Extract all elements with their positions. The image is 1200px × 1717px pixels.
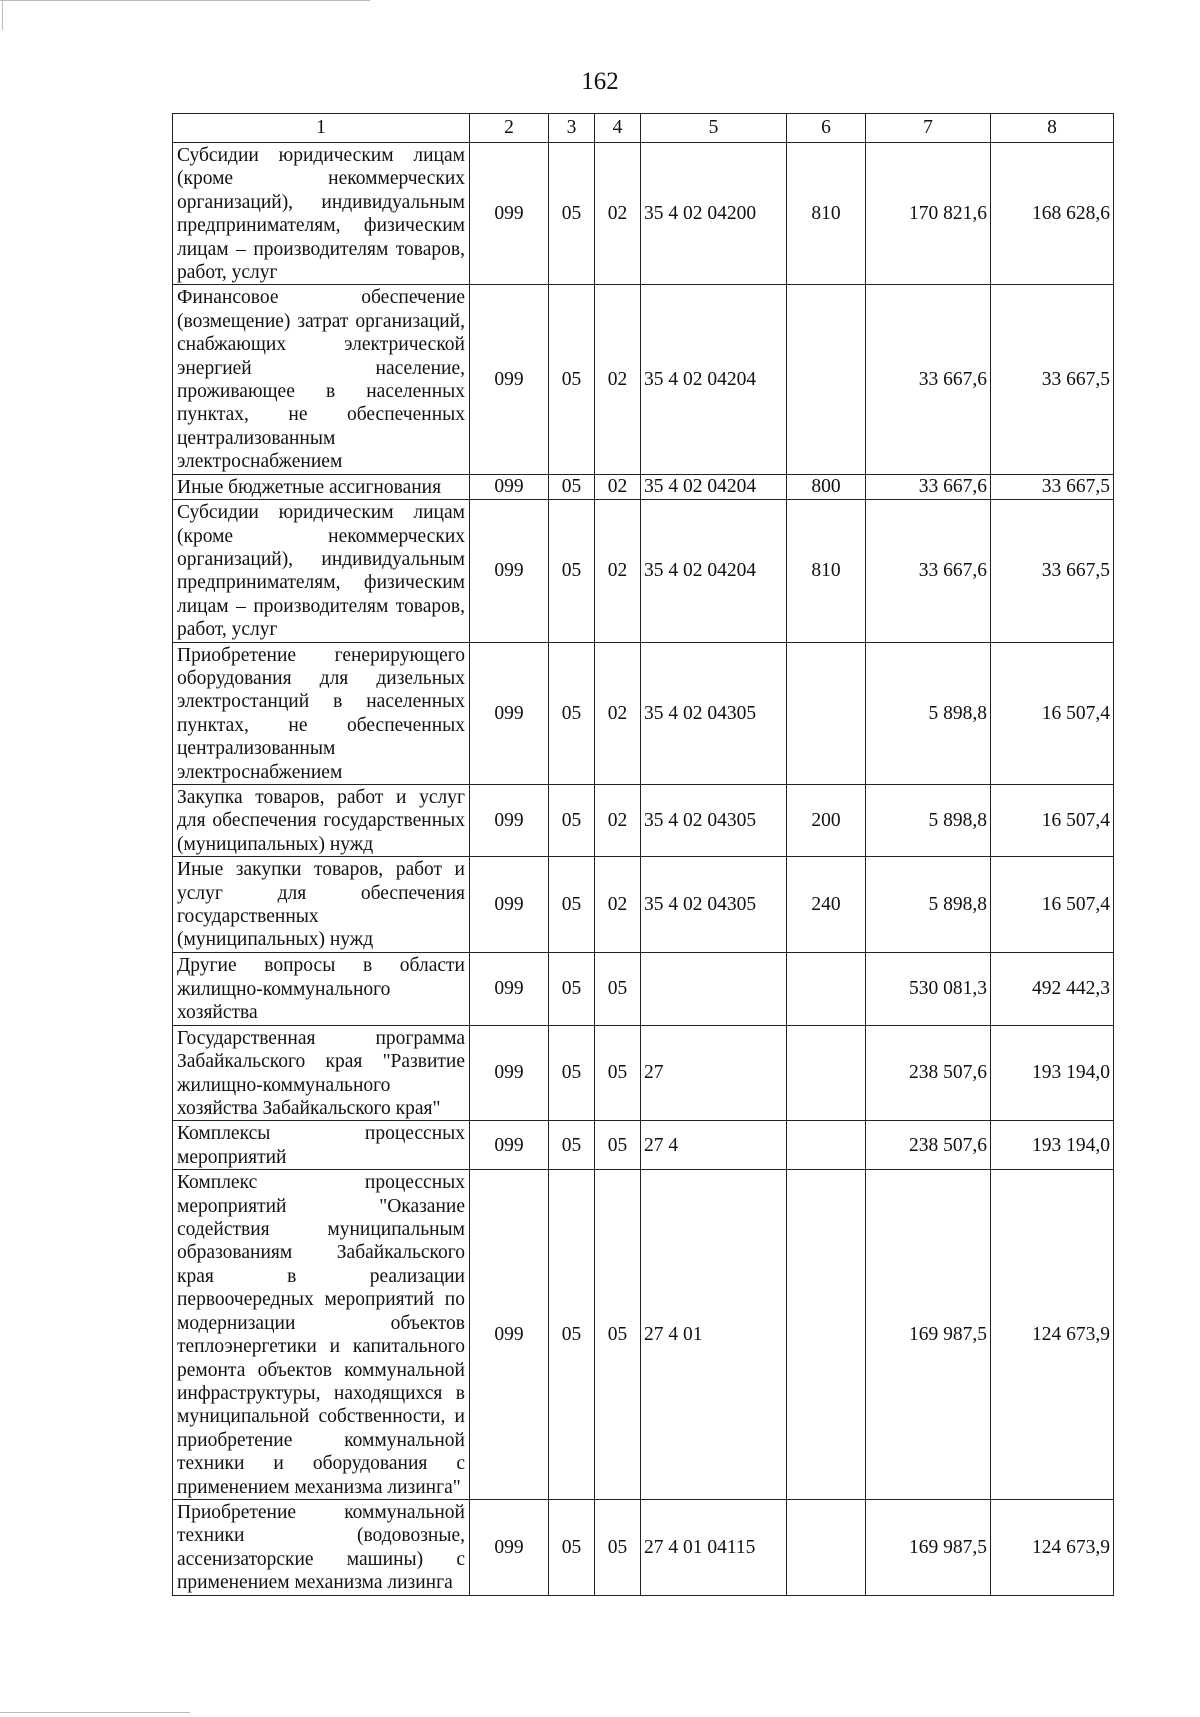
item-name: Комплекс процессных мероприятий "Оказание содействия муниципальным образованиям Забайкальского края в реализации первоочередных мероприятий по модернизации объектов теплоэнергетики и капитального ремонта объектов коммунальной инфраструктуры, находящихся в муниципальной собственности, и приобретение коммунальной техники и оборудования с применением механизма лизинга" xyxy=(173,1170,470,1500)
section-code: 05 xyxy=(549,143,595,285)
amount-year-2: 193 194,0 xyxy=(991,1025,1114,1121)
budget-table xyxy=(172,113,1114,1596)
amount-year-1: 530 081,3 xyxy=(866,952,991,1025)
table-row xyxy=(173,784,1114,856)
column-header: 1 xyxy=(173,114,470,143)
amount-year-1: 169 987,5 xyxy=(866,1170,991,1500)
scan-edge-line-bottom xyxy=(0,1712,190,1713)
item-name: Субсидии юридическим лицам (кроме некоммерческих организаций), индивидуальным предпринимателям, физическим лицам – производителям товаров, работ, услуг xyxy=(173,143,470,285)
ministry-code: 099 xyxy=(470,784,549,856)
amount-year-1: 5 898,8 xyxy=(866,784,991,856)
section-code: 05 xyxy=(549,1025,595,1121)
target-article-code: 35 4 02 04305 xyxy=(641,784,787,856)
section-code: 05 xyxy=(549,285,595,474)
column-header: 4 xyxy=(595,114,641,143)
expense-type-code xyxy=(787,1170,866,1500)
column-header: 5 xyxy=(641,114,787,143)
subsection-code: 02 xyxy=(595,285,641,474)
amount-year-2: 16 507,4 xyxy=(991,857,1114,953)
subsection-code: 02 xyxy=(595,857,641,953)
amount-year-2: 492 442,3 xyxy=(991,952,1114,1025)
section-code: 05 xyxy=(549,500,595,642)
subsection-code: 02 xyxy=(595,500,641,642)
amount-year-2: 193 194,0 xyxy=(991,1121,1114,1170)
table-row xyxy=(173,143,1114,285)
item-name: Другие вопросы в области жилищно-коммунального хозяйства xyxy=(173,952,470,1025)
ministry-code: 099 xyxy=(470,1121,549,1170)
subsection-code: 02 xyxy=(595,784,641,856)
item-name: Приобретение коммунальной техники (водовозные, ассенизаторские машины) с применением механизма лизинга xyxy=(173,1499,470,1595)
subsection-code: 05 xyxy=(595,1025,641,1121)
table-row xyxy=(173,474,1114,499)
column-header: 6 xyxy=(787,114,866,143)
column-header: 3 xyxy=(549,114,595,143)
page-number: 162 xyxy=(581,68,619,95)
amount-year-2: 33 667,5 xyxy=(991,474,1114,499)
amount-year-2: 33 667,5 xyxy=(991,500,1114,642)
expense-type-code xyxy=(787,952,866,1025)
amount-year-1: 5 898,8 xyxy=(866,857,991,953)
ministry-code: 099 xyxy=(470,1499,549,1595)
table-row xyxy=(173,1499,1114,1595)
table-row xyxy=(173,1121,1114,1170)
table-header-row xyxy=(173,114,1114,143)
table-row xyxy=(173,285,1114,474)
ministry-code: 099 xyxy=(470,500,549,642)
column-header: 2 xyxy=(470,114,549,143)
section-code: 05 xyxy=(549,1121,595,1170)
item-name: Субсидии юридическим лицам (кроме некоммерческих организаций), индивидуальным предпринимателям, физическим лицам – производителям товаров, работ, услуг xyxy=(173,500,470,642)
target-article-code: 27 4 xyxy=(641,1121,787,1170)
scan-edge-line-top xyxy=(0,0,370,1)
amount-year-2: 168 628,6 xyxy=(991,143,1114,285)
section-code: 05 xyxy=(549,1170,595,1500)
amount-year-1: 169 987,5 xyxy=(866,1499,991,1595)
target-article-code: 35 4 02 04204 xyxy=(641,500,787,642)
amount-year-2: 33 667,5 xyxy=(991,285,1114,474)
subsection-code: 02 xyxy=(595,642,641,784)
ministry-code: 099 xyxy=(470,1025,549,1121)
amount-year-1: 170 821,6 xyxy=(866,143,991,285)
item-name: Комплексы процессных мероприятий xyxy=(173,1121,470,1170)
section-code: 05 xyxy=(549,784,595,856)
amount-year-1: 33 667,6 xyxy=(866,285,991,474)
amount-year-1: 238 507,6 xyxy=(866,1121,991,1170)
ministry-code: 099 xyxy=(470,474,549,499)
expense-type-code: 800 xyxy=(787,474,866,499)
expense-type-code: 240 xyxy=(787,857,866,953)
target-article-code: 27 4 01 04115 xyxy=(641,1499,787,1595)
column-header: 7 xyxy=(866,114,991,143)
ministry-code: 099 xyxy=(470,857,549,953)
target-article-code: 35 4 02 04305 xyxy=(641,642,787,784)
section-code: 05 xyxy=(549,952,595,1025)
table-row xyxy=(173,642,1114,784)
ministry-code: 099 xyxy=(470,952,549,1025)
column-header: 8 xyxy=(991,114,1114,143)
item-name: Государственная программа Забайкальского края "Развитие жилищно-коммунального хозяйства Забайкальского края" xyxy=(173,1025,470,1121)
ministry-code: 099 xyxy=(470,642,549,784)
amount-year-1: 33 667,6 xyxy=(866,500,991,642)
subsection-code: 02 xyxy=(595,143,641,285)
target-article-code: 27 4 01 xyxy=(641,1170,787,1500)
table-row xyxy=(173,1170,1114,1500)
target-article-code xyxy=(641,952,787,1025)
item-name: Иные закупки товаров, работ и услуг для обеспечения государственных (муниципальных) нужд xyxy=(173,857,470,953)
expense-type-code: 810 xyxy=(787,143,866,285)
expense-type-code: 810 xyxy=(787,500,866,642)
amount-year-2: 124 673,9 xyxy=(991,1170,1114,1500)
target-article-code: 35 4 02 04204 xyxy=(641,285,787,474)
target-article-code: 35 4 02 04305 xyxy=(641,857,787,953)
ministry-code: 099 xyxy=(470,285,549,474)
table-row xyxy=(173,1025,1114,1121)
scan-edge-line-left xyxy=(2,0,3,30)
item-name: Финансовое обеспечение (возмещение) затрат организаций, снабжающих электрической энергией население, проживающее в населенных пунктах, не обеспеченных централизованным электроснабжением xyxy=(173,285,470,474)
table-row xyxy=(173,857,1114,953)
expense-type-code xyxy=(787,1025,866,1121)
ministry-code: 099 xyxy=(470,1170,549,1500)
amount-year-2: 124 673,9 xyxy=(991,1499,1114,1595)
expense-type-code xyxy=(787,1499,866,1595)
expense-type-code: 200 xyxy=(787,784,866,856)
item-name: Иные бюджетные ассигнования xyxy=(173,474,470,499)
item-name: Закупка товаров, работ и услуг для обеспечения государственных (муниципальных) нужд xyxy=(173,784,470,856)
item-name: Приобретение генерирующего оборудования для дизельных электростанций в населенных пунктах, не обеспеченных централизованным электроснабжением xyxy=(173,642,470,784)
amount-year-2: 16 507,4 xyxy=(991,642,1114,784)
amount-year-2: 16 507,4 xyxy=(991,784,1114,856)
subsection-code: 05 xyxy=(595,1499,641,1595)
section-code: 05 xyxy=(549,474,595,499)
subsection-code: 05 xyxy=(595,1121,641,1170)
ministry-code: 099 xyxy=(470,143,549,285)
section-code: 05 xyxy=(549,642,595,784)
expense-type-code xyxy=(787,285,866,474)
amount-year-1: 33 667,6 xyxy=(866,474,991,499)
section-code: 05 xyxy=(549,857,595,953)
expense-type-code xyxy=(787,1121,866,1170)
amount-year-1: 238 507,6 xyxy=(866,1025,991,1121)
subsection-code: 05 xyxy=(595,952,641,1025)
subsection-code: 02 xyxy=(595,474,641,499)
section-code: 05 xyxy=(549,1499,595,1595)
table-row xyxy=(173,952,1114,1025)
target-article-code: 35 4 02 04200 xyxy=(641,143,787,285)
target-article-code: 35 4 02 04204 xyxy=(641,474,787,499)
expense-type-code xyxy=(787,642,866,784)
target-article-code: 27 xyxy=(641,1025,787,1121)
table-row xyxy=(173,500,1114,642)
subsection-code: 05 xyxy=(595,1170,641,1500)
amount-year-1: 5 898,8 xyxy=(866,642,991,784)
